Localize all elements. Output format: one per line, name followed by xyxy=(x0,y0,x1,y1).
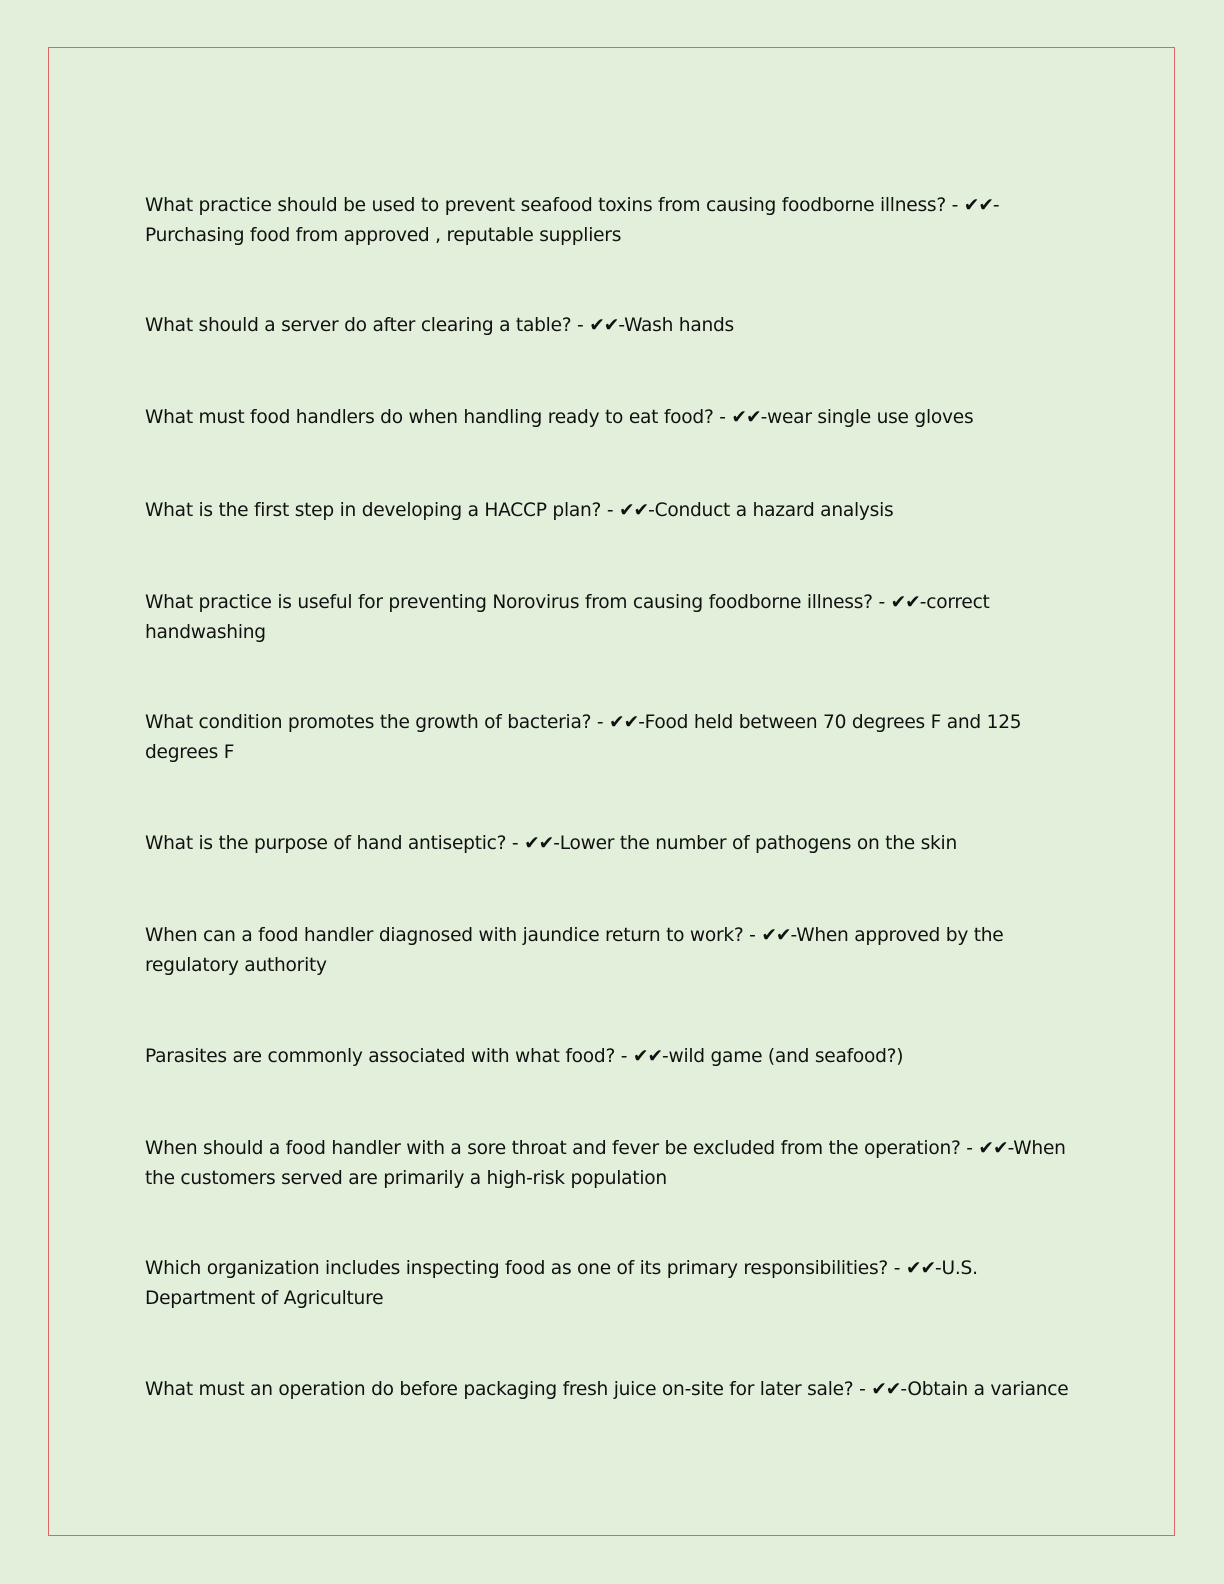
question-text: Parasites are commonly associated with what food? - xyxy=(145,1046,628,1067)
answer-text: -wild game (and seafood?) xyxy=(662,1046,904,1067)
double-check-icon: ✔✔ xyxy=(978,1138,1008,1159)
double-check-icon: ✔✔ xyxy=(963,195,993,216)
double-check-icon: ✔✔ xyxy=(524,833,554,854)
double-check-icon: ✔✔ xyxy=(905,1258,936,1279)
answer-text: -Obtain a variance xyxy=(900,1379,1069,1400)
qa-item xyxy=(145,1375,1075,1405)
answer-text: -Food held between 70 degrees F and 125 degrees F xyxy=(145,712,1022,763)
question-text: When can a food handler diagnosed with jaundice return to work? - xyxy=(145,925,756,946)
qa-item xyxy=(145,1254,1075,1313)
question-text: Which organization includes inspecting food as one of its primary responsibilities? - xyxy=(145,1258,901,1279)
question-text: What should a server do after clearing a table? - xyxy=(145,315,584,336)
answer-text: -Lower the number of pathogens on the skin xyxy=(553,833,957,854)
double-check-icon: ✔✔ xyxy=(731,407,761,428)
double-check-icon: ✔✔ xyxy=(589,315,619,336)
answer-text: -When approved by the regulatory authority xyxy=(145,925,1004,976)
question-text: What is the purpose of hand antiseptic? - xyxy=(145,833,519,854)
double-check-icon: ✔✔ xyxy=(618,500,649,521)
answer-text: -Purchasing food from approved , reputable suppliers xyxy=(145,195,1000,246)
question-text: When should a food handler with a sore throat and fever be excluded from the operation? - xyxy=(145,1138,973,1159)
answer-text: -Wash hands xyxy=(618,315,734,336)
qa-item xyxy=(145,403,1075,433)
double-check-icon: ✔✔ xyxy=(890,592,920,613)
qa-item xyxy=(145,588,1075,647)
question-text: What practice is useful for preventing Norovirus from causing foodborne illness? - xyxy=(145,592,885,613)
double-check-icon: ✔✔ xyxy=(632,1046,663,1067)
qa-item xyxy=(145,496,1075,526)
question-text: What must an operation do before packaging fresh juice on-site for later sale? - xyxy=(145,1379,866,1400)
answer-text: -U.S. Department of Agriculture xyxy=(145,1258,978,1309)
answer-text: -wear single use gloves xyxy=(760,407,974,428)
double-check-icon: ✔✔ xyxy=(761,925,791,946)
qa-item xyxy=(145,191,1075,250)
question-text: What is the first step in developing a HACCP plan? - xyxy=(145,500,614,521)
question-text: What must food handlers do when handling ready to eat food? - xyxy=(145,407,726,428)
qa-item xyxy=(145,708,1075,767)
qa-item xyxy=(145,1042,1075,1072)
answer-text: -When the customers served are primarily a high-risk population xyxy=(145,1138,1066,1189)
qa-item xyxy=(145,1134,1075,1193)
question-text: What practice should be used to prevent seafood toxins from causing foodborne illness? - xyxy=(145,195,959,216)
double-check-icon: ✔✔ xyxy=(871,1379,901,1400)
qa-item xyxy=(145,829,1075,859)
question-text: What condition promotes the growth of bacteria? - xyxy=(145,712,604,733)
answer-text: -correct handwashing xyxy=(145,592,990,643)
double-check-icon: ✔✔ xyxy=(609,712,639,733)
qa-item xyxy=(145,921,1075,980)
qa-item xyxy=(145,311,1075,341)
answer-text: -Conduct a hazard analysis xyxy=(648,500,894,521)
